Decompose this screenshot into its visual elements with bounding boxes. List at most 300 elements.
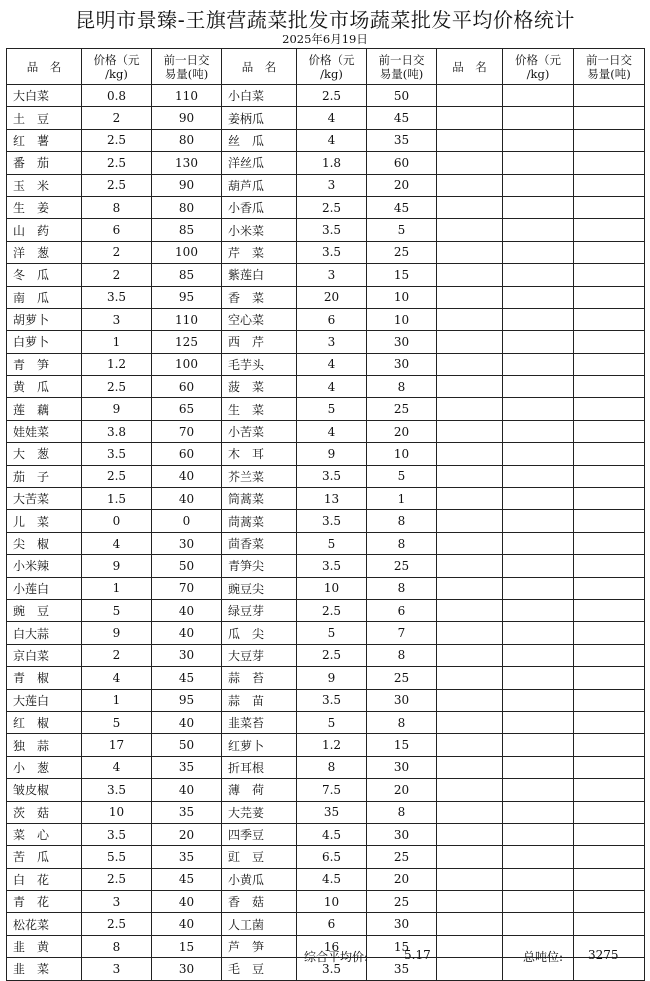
header-price-line1: 价格（元 — [515, 52, 561, 67]
cell-name: 豇 豆 — [222, 846, 297, 868]
cell-empty — [503, 331, 574, 353]
cell-name: 韭菜苔 — [222, 711, 297, 733]
table-row — [7, 420, 645, 442]
header-volume-line2: 易量(吨) — [587, 66, 631, 81]
cell-empty — [437, 779, 503, 801]
cell-empty — [574, 711, 645, 733]
cell-empty — [574, 443, 645, 465]
cell-price: 2 — [82, 107, 152, 129]
cell-name: 大芫荽 — [222, 801, 297, 823]
cell-volume: 35 — [152, 801, 222, 823]
table-header — [7, 49, 645, 85]
cell-empty — [574, 667, 645, 689]
cell-empty — [503, 622, 574, 644]
cell-price: 4 — [82, 667, 152, 689]
table-row — [7, 85, 645, 107]
table-row — [7, 488, 645, 510]
cell-name: 芦 笋 — [222, 935, 297, 957]
cell-volume: 60 — [152, 376, 222, 398]
cell-empty — [574, 599, 645, 621]
cell-name: 玉 米 — [7, 174, 82, 196]
cell-volume: 30 — [367, 331, 437, 353]
cell-empty — [574, 308, 645, 330]
cell-empty — [503, 219, 574, 241]
cell-price: 6 — [297, 308, 367, 330]
table-body — [7, 85, 645, 981]
cell-name: 红 薯 — [7, 129, 82, 151]
cell-volume: 50 — [152, 734, 222, 756]
cell-name: 生 菜 — [222, 398, 297, 420]
cell-volume: 25 — [367, 667, 437, 689]
cell-empty — [503, 599, 574, 621]
cell-empty — [503, 264, 574, 286]
cell-volume: 40 — [152, 622, 222, 644]
cell-empty — [574, 756, 645, 778]
cell-price: 3.5 — [82, 286, 152, 308]
cell-empty — [437, 152, 503, 174]
cell-price: 6.5 — [297, 846, 367, 868]
header-volume — [574, 49, 645, 85]
cell-volume: 6 — [367, 599, 437, 621]
cell-price: 1 — [82, 331, 152, 353]
cell-price: 3.5 — [82, 443, 152, 465]
cell-price: 8 — [82, 935, 152, 957]
cell-price: 5 — [297, 622, 367, 644]
cell-volume: 50 — [152, 555, 222, 577]
cell-volume: 8 — [367, 711, 437, 733]
cell-volume: 90 — [152, 107, 222, 129]
cell-empty — [574, 555, 645, 577]
cell-volume: 30 — [152, 644, 222, 666]
cell-empty — [503, 107, 574, 129]
cell-empty — [503, 913, 574, 935]
cell-name: 大豆芽 — [222, 644, 297, 666]
cell-price: 3 — [82, 958, 152, 980]
table-row — [7, 644, 645, 666]
cell-empty — [574, 85, 645, 107]
table-row — [7, 107, 645, 129]
cell-volume: 40 — [152, 913, 222, 935]
cell-name: 小 葱 — [7, 756, 82, 778]
cell-price: 16 — [297, 935, 367, 957]
cell-price: 4 — [82, 532, 152, 554]
table-row — [7, 174, 645, 196]
cell-price: 3.5 — [297, 465, 367, 487]
cell-name: 洋 葱 — [7, 241, 82, 263]
cell-volume: 8 — [367, 510, 437, 532]
total-tonnage-value: 3275 — [588, 948, 619, 962]
cell-price: 5 — [297, 711, 367, 733]
cell-empty — [574, 129, 645, 151]
cell-volume: 8 — [367, 532, 437, 554]
cell-name: 绿豆芽 — [222, 599, 297, 621]
cell-price: 2.5 — [82, 868, 152, 890]
cell-name: 菠 菜 — [222, 376, 297, 398]
cell-price: 3.5 — [297, 510, 367, 532]
report-date: 2025年6月19日 — [282, 32, 368, 46]
cell-empty — [437, 510, 503, 532]
cell-price: 6 — [297, 913, 367, 935]
cell-price: 3.5 — [297, 219, 367, 241]
cell-name: 毛芋头 — [222, 353, 297, 375]
cell-empty — [503, 667, 574, 689]
cell-volume: 35 — [152, 756, 222, 778]
cell-empty — [437, 823, 503, 845]
cell-empty — [503, 129, 574, 151]
cell-volume: 40 — [152, 779, 222, 801]
cell-volume: 40 — [152, 711, 222, 733]
cell-empty — [437, 868, 503, 890]
cell-name: 小香瓜 — [222, 196, 297, 218]
table-row — [7, 353, 645, 375]
cell-price: 4 — [297, 129, 367, 151]
cell-volume: 30 — [367, 756, 437, 778]
cell-name: 尖 椒 — [7, 532, 82, 554]
cell-name: 皱皮椒 — [7, 779, 82, 801]
cell-volume: 25 — [367, 846, 437, 868]
cell-name: 土 豆 — [7, 107, 82, 129]
table-row — [7, 264, 645, 286]
cell-name: 大 葱 — [7, 443, 82, 465]
cell-volume: 45 — [367, 107, 437, 129]
cell-name: 人工菌 — [222, 913, 297, 935]
cell-empty — [574, 286, 645, 308]
table-row — [7, 734, 645, 756]
cell-name: 空心菜 — [222, 308, 297, 330]
cell-volume: 8 — [367, 376, 437, 398]
cell-volume: 30 — [367, 823, 437, 845]
cell-empty — [574, 846, 645, 868]
cell-name: 茼蒿菜 — [222, 510, 297, 532]
cell-name: 小莲白 — [7, 577, 82, 599]
cell-price: 8 — [297, 756, 367, 778]
cell-volume: 15 — [367, 264, 437, 286]
cell-empty — [503, 711, 574, 733]
cell-empty — [437, 107, 503, 129]
cell-empty — [574, 241, 645, 263]
header-price — [297, 49, 367, 85]
cell-name: 香 菜 — [222, 286, 297, 308]
cell-empty — [437, 622, 503, 644]
cell-empty — [574, 622, 645, 644]
cell-empty — [437, 555, 503, 577]
cell-price: 4 — [82, 756, 152, 778]
cell-empty — [437, 353, 503, 375]
cell-name: 薄 荷 — [222, 779, 297, 801]
cell-price: 8 — [82, 196, 152, 218]
header-price-line1: 价格（元 — [308, 52, 355, 67]
cell-empty — [437, 286, 503, 308]
cell-volume: 25 — [367, 241, 437, 263]
cell-price: 20 — [297, 286, 367, 308]
cell-price: 5 — [82, 599, 152, 621]
cell-empty — [503, 174, 574, 196]
table-row — [7, 241, 645, 263]
header-volume — [367, 49, 437, 85]
cell-empty — [574, 219, 645, 241]
cell-volume: 125 — [152, 331, 222, 353]
cell-empty — [503, 241, 574, 263]
cell-empty — [437, 801, 503, 823]
cell-name: 松花菜 — [7, 913, 82, 935]
cell-volume: 7 — [367, 622, 437, 644]
cell-price: 4 — [297, 107, 367, 129]
cell-name: 蒜 苔 — [222, 667, 297, 689]
table-row — [7, 398, 645, 420]
cell-empty — [503, 286, 574, 308]
table-row — [7, 577, 645, 599]
cell-name: 茴香菜 — [222, 532, 297, 554]
cell-name: 姜柄瓜 — [222, 107, 297, 129]
cell-volume: 15 — [152, 935, 222, 957]
cell-volume: 85 — [152, 264, 222, 286]
table-row — [7, 599, 645, 621]
cell-price: 4.5 — [297, 868, 367, 890]
cell-empty — [503, 801, 574, 823]
cell-name: 香 菇 — [222, 891, 297, 913]
cell-volume: 35 — [367, 129, 437, 151]
cell-empty — [437, 465, 503, 487]
cell-empty — [574, 891, 645, 913]
cell-empty — [437, 85, 503, 107]
cell-name: 胡萝卜 — [7, 308, 82, 330]
cell-empty — [503, 196, 574, 218]
table-row — [7, 846, 645, 868]
cell-price: 2.5 — [297, 196, 367, 218]
price-table — [6, 48, 645, 981]
cell-price: 2.5 — [82, 152, 152, 174]
cell-name: 青 椒 — [7, 667, 82, 689]
cell-empty — [503, 353, 574, 375]
cell-empty — [574, 644, 645, 666]
cell-price: 3.8 — [82, 420, 152, 442]
cell-name: 大苦菜 — [7, 488, 82, 510]
cell-price: 3.5 — [82, 823, 152, 845]
cell-volume: 40 — [152, 599, 222, 621]
cell-empty — [503, 510, 574, 532]
cell-price: 9 — [297, 443, 367, 465]
cell-volume: 40 — [152, 465, 222, 487]
cell-empty — [574, 398, 645, 420]
cell-name: 蒜 苗 — [222, 689, 297, 711]
header-price — [82, 49, 152, 85]
cell-price: 35 — [297, 801, 367, 823]
cell-price: 5.5 — [82, 846, 152, 868]
cell-volume: 45 — [152, 667, 222, 689]
table-row — [7, 129, 645, 151]
table-row — [7, 532, 645, 554]
cell-empty — [503, 465, 574, 487]
cell-name: 生 姜 — [7, 196, 82, 218]
cell-price: 0.8 — [82, 85, 152, 107]
cell-price: 2.5 — [297, 644, 367, 666]
cell-volume: 15 — [367, 935, 437, 957]
cell-volume: 0 — [152, 510, 222, 532]
cell-name: 南 瓜 — [7, 286, 82, 308]
cell-volume: 95 — [152, 689, 222, 711]
cell-name: 儿 菜 — [7, 510, 82, 532]
cell-price: 2 — [82, 644, 152, 666]
cell-name: 丝 瓜 — [222, 129, 297, 151]
header-volume-line2: 易量(吨) — [379, 66, 424, 81]
cell-price: 1.2 — [297, 734, 367, 756]
cell-empty — [574, 689, 645, 711]
cell-volume: 10 — [367, 308, 437, 330]
cell-name: 大白菜 — [7, 85, 82, 107]
cell-empty — [437, 219, 503, 241]
cell-name: 白萝卜 — [7, 331, 82, 353]
cell-price: 2.5 — [297, 599, 367, 621]
cell-empty — [503, 891, 574, 913]
cell-empty — [503, 577, 574, 599]
cell-empty — [503, 555, 574, 577]
cell-price: 10 — [297, 891, 367, 913]
cell-volume: 20 — [367, 868, 437, 890]
cell-volume: 30 — [367, 353, 437, 375]
header-price — [503, 49, 574, 85]
cell-volume: 25 — [367, 555, 437, 577]
header-row — [7, 49, 645, 85]
cell-price: 2 — [82, 264, 152, 286]
cell-empty — [574, 465, 645, 487]
cell-volume: 35 — [152, 846, 222, 868]
cell-empty — [437, 331, 503, 353]
cell-price: 1.2 — [82, 353, 152, 375]
cell-price: 3.5 — [297, 689, 367, 711]
cell-empty — [574, 353, 645, 375]
cell-volume: 110 — [152, 85, 222, 107]
cell-volume: 30 — [152, 532, 222, 554]
cell-empty — [437, 958, 503, 980]
cell-price: 2.5 — [82, 376, 152, 398]
table-row — [7, 308, 645, 330]
cell-empty — [503, 443, 574, 465]
cell-name: 菜 心 — [7, 823, 82, 845]
cell-name: 青 笋 — [7, 353, 82, 375]
cell-volume: 80 — [152, 196, 222, 218]
cell-empty — [574, 868, 645, 890]
cell-price: 5 — [297, 398, 367, 420]
cell-name: 芥兰菜 — [222, 465, 297, 487]
cell-empty — [437, 241, 503, 263]
cell-price: 3.5 — [82, 779, 152, 801]
cell-volume: 20 — [367, 174, 437, 196]
cell-price: 10 — [82, 801, 152, 823]
cell-volume: 60 — [152, 443, 222, 465]
table-row — [7, 891, 645, 913]
cell-price: 2.5 — [82, 129, 152, 151]
header-volume-line1: 前一日交 — [378, 52, 425, 67]
cell-name: 黄 瓜 — [7, 376, 82, 398]
cell-volume: 8 — [367, 644, 437, 666]
page-title: 昆明市景臻-王旗营蔬菜批发市场蔬菜批发平均价格统计 — [75, 8, 575, 32]
cell-name: 芹 菜 — [222, 241, 297, 263]
cell-volume: 8 — [367, 801, 437, 823]
cell-empty — [503, 85, 574, 107]
table-row — [7, 622, 645, 644]
cell-volume: 30 — [152, 958, 222, 980]
cell-empty — [437, 488, 503, 510]
cell-empty — [503, 488, 574, 510]
cell-empty — [503, 420, 574, 442]
cell-price: 13 — [297, 488, 367, 510]
cell-name: 西 芹 — [222, 331, 297, 353]
cell-empty — [503, 152, 574, 174]
header-price-line2: /kg) — [526, 66, 550, 81]
table-row — [7, 779, 645, 801]
cell-name: 四季豆 — [222, 823, 297, 845]
cell-empty — [503, 532, 574, 554]
cell-volume: 25 — [367, 891, 437, 913]
cell-price: 4 — [297, 353, 367, 375]
table-row — [7, 465, 645, 487]
cell-price: 7.5 — [297, 779, 367, 801]
table-row — [7, 152, 645, 174]
cell-price: 4 — [297, 420, 367, 442]
cell-empty — [437, 420, 503, 442]
header-price-line2: /kg) — [320, 66, 343, 81]
cell-price: 17 — [82, 734, 152, 756]
cell-volume: 30 — [367, 689, 437, 711]
cell-name: 茄 子 — [7, 465, 82, 487]
cell-volume: 80 — [152, 129, 222, 151]
cell-name: 苦 瓜 — [7, 846, 82, 868]
cell-empty — [574, 779, 645, 801]
cell-empty — [437, 264, 503, 286]
cell-empty — [574, 913, 645, 935]
cell-empty — [574, 264, 645, 286]
cell-empty — [437, 913, 503, 935]
cell-empty — [437, 599, 503, 621]
cell-name: 独 蒜 — [7, 734, 82, 756]
cell-empty — [437, 376, 503, 398]
cell-price: 5 — [297, 532, 367, 554]
cell-volume: 130 — [152, 152, 222, 174]
header-name: 品 名 — [7, 49, 82, 85]
cell-empty — [437, 443, 503, 465]
cell-name: 京白菜 — [7, 644, 82, 666]
cell-name: 小苦菜 — [222, 420, 297, 442]
cell-price: 9 — [297, 667, 367, 689]
header-volume-line1: 前一日交 — [586, 52, 632, 67]
cell-volume: 20 — [367, 420, 437, 442]
cell-name: 紫莲白 — [222, 264, 297, 286]
cell-volume: 15 — [367, 734, 437, 756]
cell-name: 小米辣 — [7, 555, 82, 577]
cell-price: 1 — [82, 689, 152, 711]
cell-price: 2.5 — [82, 913, 152, 935]
cell-volume: 65 — [152, 398, 222, 420]
cell-volume: 10 — [367, 443, 437, 465]
cell-empty — [574, 532, 645, 554]
cell-name: 木 耳 — [222, 443, 297, 465]
header-name: 品 名 — [437, 49, 503, 85]
cell-empty — [437, 689, 503, 711]
header-volume-line1: 前一日交 — [163, 52, 210, 67]
cell-empty — [574, 734, 645, 756]
cell-empty — [503, 376, 574, 398]
table-row — [7, 376, 645, 398]
table-row — [7, 868, 645, 890]
cell-empty — [574, 823, 645, 845]
header-volume — [152, 49, 222, 85]
cell-name: 豌 豆 — [7, 599, 82, 621]
cell-name: 筒蒿菜 — [222, 488, 297, 510]
cell-empty — [503, 846, 574, 868]
cell-name: 娃娃菜 — [7, 420, 82, 442]
header-volume-line2: 易量(吨) — [164, 66, 209, 81]
cell-price: 9 — [82, 398, 152, 420]
